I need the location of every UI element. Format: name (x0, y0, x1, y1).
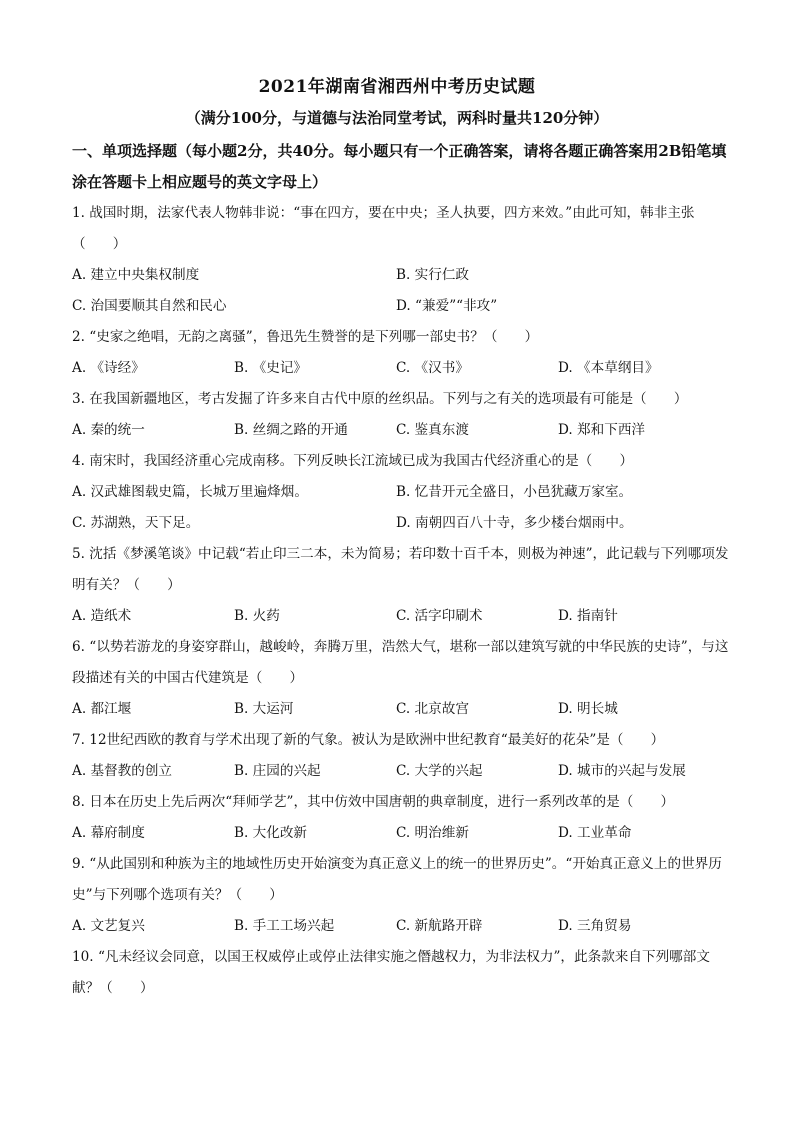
question-5-option-d: D. 指南针 (558, 608, 618, 624)
question-5-options (72, 601, 732, 632)
question-7-options (72, 756, 732, 787)
question-4-option-b: B. 忆昔开元全盛日，小邑犹藏万家室。 (396, 484, 633, 500)
question-9-option-a: A. 文艺复兴 (72, 918, 145, 934)
question-3-stem: 3. 在我国新疆地区，考古发掘了许多来自古代中原的丝织品。下列与之有关的选项最有可能是（ ） (72, 391, 688, 407)
question-7-option-d: D. 城市的兴起与发展 (558, 763, 686, 779)
question-8-option-c: C. 明治维新 (396, 825, 469, 841)
question-2-option-b: B. 《史记》 (234, 360, 308, 376)
question-5-option-b: B. 火药 (234, 608, 280, 624)
question-9-option-b: B. 手工工场兴起 (234, 918, 335, 934)
question-3-option-d: D. 郑和下西洋 (558, 422, 646, 438)
question-5-option-c: C. 活字印刷术 (396, 608, 483, 624)
question-5-stem: 5. 沈括《梦溪笔谈》中记载“若止印三二本，未为简易；若印数十百千本，则极为神速”，此记载与下列哪项发明有关？（ ） (72, 546, 729, 593)
question-2-option-a: A. 《诗经》 (72, 360, 145, 376)
question-9-stem: 9. “从此国别和种族为主的地域性历史开始演变为真正意义上的统一的世界历史”。“开始真正意义上的世界历史”与下列哪个选项有关？（ ） (72, 856, 722, 903)
question-6-option-b: B. 大运河 (234, 701, 294, 717)
question-9-option-c: C. 新航路开辟 (396, 918, 483, 934)
question-1-option-c: C. 治国要顺其自然和民心 (72, 298, 227, 314)
question-4-option-a: A. 汉武雄图载史篇，长城万里遍烽烟。 (72, 484, 308, 500)
question-4-options-row-2 (72, 508, 732, 539)
question-7-stem: 7. 12世纪西欧的教育与学术出现了新的气象。被认为是欧洲中世纪教育“最美好的花朵”是（ ） (72, 732, 665, 748)
question-7-option-a: A. 基督教的创立 (72, 763, 173, 779)
question-8-option-b: B. 大化改新 (234, 825, 308, 841)
exam-subtitle: （满分100分，与道德与法治同堂考试，两科时量共120分钟） (185, 109, 609, 127)
question-8-options (72, 818, 732, 849)
question-3-option-a: A. 秦的统一 (72, 422, 145, 438)
question-3-option-b: B. 丝绸之路的开通 (234, 422, 348, 438)
question-4-options-row-1 (72, 477, 732, 508)
question-8-option-d: D. 工业革命 (558, 825, 632, 841)
question-6-option-a: A. 都江堰 (72, 701, 132, 717)
exam-title: 2021年湖南省湘西州中考历史试题 (258, 77, 536, 97)
section-header: 一、单项选择题（每小题2分，共40分。每小题只有一个正确答案，请将各题正确答案用2B铅笔填涂在答题卡上相应题号的英文字母上） (72, 142, 727, 191)
question-8-option-a: A. 幕府制度 (72, 825, 145, 841)
question-2-option-d: D. 《本草纲目》 (558, 360, 659, 376)
question-1-option-d: D. “兼爱”“非攻” (396, 298, 498, 314)
question-4-stem: 4. 南宋时，我国经济重心完成南移。下列反映长江流域已成为我国古代经济重心的是（ ） (72, 453, 634, 469)
question-1-option-b: B. 实行仁政 (396, 267, 470, 283)
question-6-option-c: C. 北京故宫 (396, 701, 469, 717)
question-7-option-b: B. 庄园的兴起 (234, 763, 321, 779)
question-3-options (72, 415, 732, 446)
question-6-options (72, 694, 732, 725)
question-2-stem: 2. “史家之绝唱，无韵之离骚”，鲁迅先生赞誉的是下列哪一部史书？（ ） (72, 329, 539, 345)
question-1-options-row-1 (72, 260, 732, 291)
question-1-options-row-2 (72, 291, 732, 322)
question-9-options (72, 911, 732, 942)
question-2-options (72, 353, 732, 384)
question-1-option-a: A. 建立中央集权制度 (72, 267, 200, 283)
question-4-option-c: C. 苏湖熟，天下足。 (72, 515, 200, 531)
question-7-option-c: C. 大学的兴起 (396, 763, 483, 779)
question-2-option-c: C. 《汉书》 (396, 360, 469, 376)
question-1-stem: 1. 战国时期，法家代表人物韩非说：“事在四方，要在中央；圣人执要，四方来效。”由此可知，韩非主张（ ） (72, 205, 695, 252)
question-5-option-a: A. 造纸术 (72, 608, 132, 624)
question-6-stem: 6. “以势若游龙的身姿穿群山，越峻岭，奔腾万里，浩然大气，堪称一部以建筑写就的中华民族的史诗”，与这段描述有关的中国古代建筑是（ ） (72, 639, 729, 686)
question-3-option-c: C. 鉴真东渡 (396, 422, 469, 438)
question-6-option-d: D. 明长城 (558, 701, 618, 717)
question-10-stem: 10. “凡未经议会同意，以国王权威停止或停止法律实施之僭越权力，为非法权力”，此条款来自下列哪部文献？（ ） (72, 949, 710, 996)
question-9-option-d: D. 三角贸易 (558, 918, 632, 934)
question-4-option-d: D. 南朝四百八十寺，多少楼台烟雨中。 (396, 515, 633, 531)
question-8-stem: 8. 日本在历史上先后两次“拜师学艺”，其中仿效中国唐朝的典章制度，进行一系列改革的是（ ） (72, 794, 675, 810)
